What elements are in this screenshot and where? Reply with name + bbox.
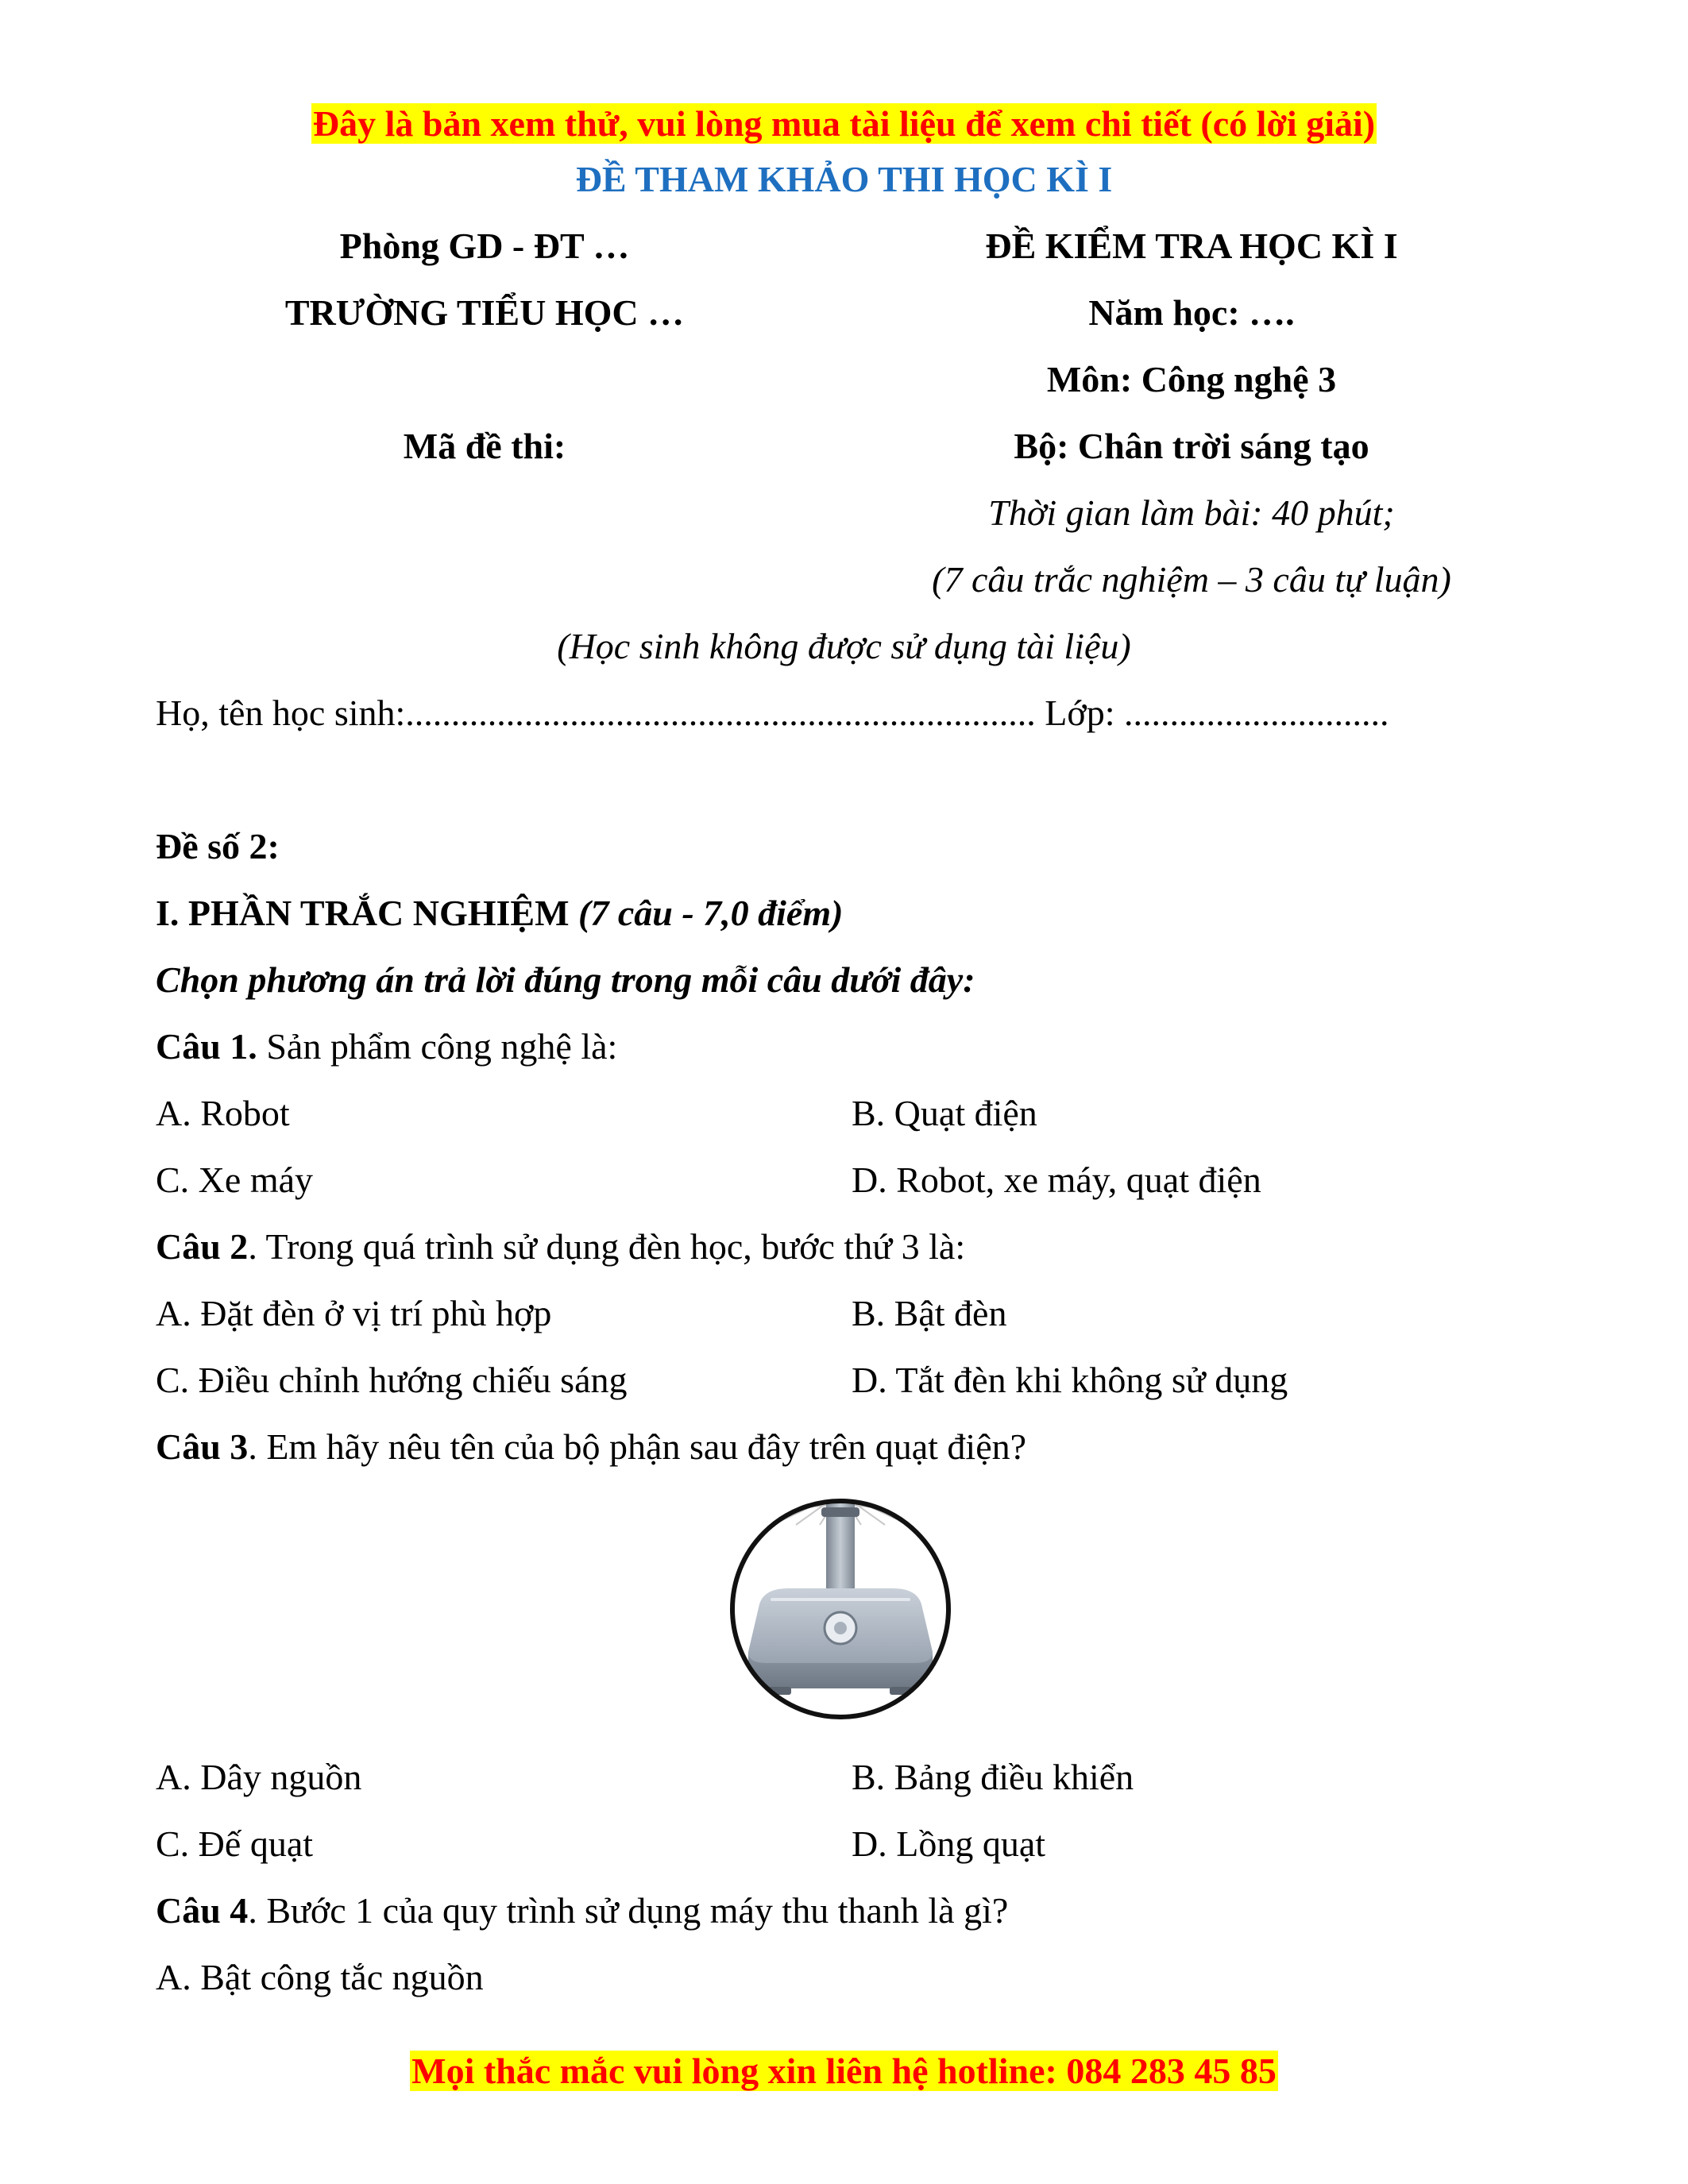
q2-option-c: C. Điều chỉnh hướng chiếu sáng <box>156 1360 628 1400</box>
question-1 <box>156 1024 617 1069</box>
q1-option-c: C. Xe máy <box>156 1160 314 1200</box>
q2-option-a: A. Đặt đèn ở vị trí phù hợp <box>156 1293 552 1333</box>
section-title: I. PHẦN TRẮC NGHIỆM <box>156 893 570 933</box>
q4-option-a: A. Bật công tắc nguồn <box>156 1957 484 1997</box>
dept-name: Phòng GD - ĐT … <box>339 226 630 266</box>
question-2 <box>156 1225 965 1269</box>
preview-banner <box>0 102 1688 146</box>
exam-title: ĐỀ KIỂM TRA HỌC KÌ I <box>985 226 1398 266</box>
q3-option-c: C. Đế quạt <box>156 1823 314 1864</box>
section-instruction: Chọn phương án trả lời đúng trong mỗi câu dưới đây: <box>156 959 975 1000</box>
question-label: Câu 3 <box>156 1426 249 1467</box>
question-label: Câu 1. <box>156 1026 257 1067</box>
school-name: TRƯỜNG TIỂU HỌC … <box>284 292 685 333</box>
school-year: Năm học: …. <box>1088 292 1295 333</box>
exam-structure: (7 câu trắc nghiệm – 3 câu tự luận) <box>932 559 1451 600</box>
book-series: Bộ: Chân trời sáng tạo <box>1014 426 1369 466</box>
question-label: Câu 2 <box>156 1226 249 1267</box>
subject: Môn: Công nghệ 3 <box>1046 359 1337 399</box>
section-points: (7 câu - 7,0 điểm) <box>578 893 844 933</box>
no-materials-note: (Học sinh không được sử dụng tài liệu) <box>557 626 1131 666</box>
q2-option-b: B. Bật đèn <box>852 1293 1007 1333</box>
hotline-banner <box>0 2049 1688 2093</box>
q1-option-d: D. Robot, xe máy, quạt điện <box>852 1160 1261 1200</box>
question-text: Sản phẩm công nghệ là: <box>257 1026 618 1067</box>
student-info-line: Họ, tên học sinh:..................................................................... Lớp: ............................. <box>156 693 1389 733</box>
preview-banner-text: Đây là bản xem thử, vui lòng mua tài liệu để xem chi tiết (có lời giải) <box>312 103 1376 144</box>
question-3 <box>156 1425 1026 1469</box>
fan-base-illustration <box>724 1493 956 1725</box>
q1-option-a: A. Robot <box>156 1093 290 1133</box>
fan-base-image <box>724 1493 956 1725</box>
question-text: . Em hãy nêu tên của bộ phận sau đây trên quạt điện? <box>248 1426 1027 1467</box>
question-4 <box>156 1889 1008 1933</box>
q3-option-b: B. Bảng điều khiển <box>852 1757 1134 1797</box>
section-heading <box>156 891 843 936</box>
q3-option-a: A. Dây nguồn <box>156 1757 362 1797</box>
q1-option-b: B. Quạt điện <box>852 1093 1037 1133</box>
hotline-text: Mọi thắc mắc vui lòng xin liên hệ hotline: 084 283 45 85 <box>411 2051 1277 2091</box>
exam-variant: Đề số 2: <box>156 826 280 866</box>
exam-time: Thời gian làm bài: 40 phút; <box>988 492 1395 533</box>
doc-title: ĐỀ THAM KHẢO THI HỌC KÌ I <box>575 159 1113 199</box>
question-text: . Bước 1 của quy trình sử dụng máy thu thanh là gì? <box>248 1890 1009 1931</box>
exam-code-label: Mã đề thi: <box>403 426 566 466</box>
q3-option-d: D. Lồng quạt <box>852 1823 1046 1864</box>
question-text: . Trong quá trình sử dụng đèn học, bước thứ 3 là: <box>248 1226 966 1267</box>
q2-option-d: D. Tắt đèn khi không sử dụng <box>852 1360 1288 1400</box>
question-label: Câu 4 <box>156 1890 249 1931</box>
